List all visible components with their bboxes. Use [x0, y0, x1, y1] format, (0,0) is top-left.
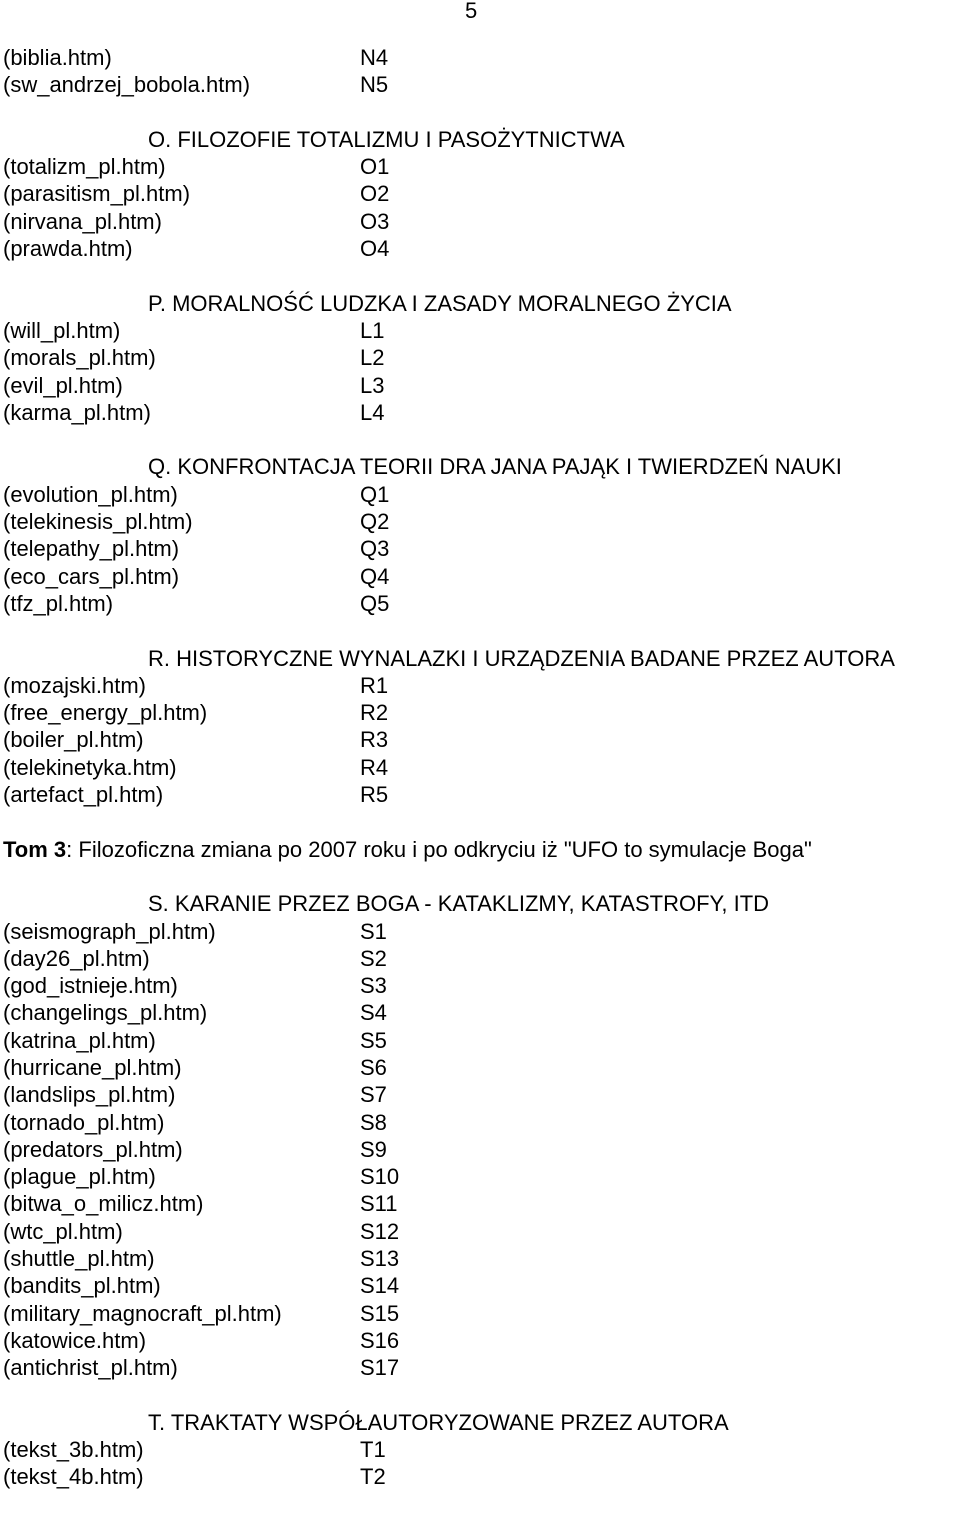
index-entry [3, 781, 958, 808]
index-entry [3, 726, 958, 753]
entry-filename: (antichrist_pl.htm) [3, 1355, 178, 1381]
entry-filename: (totalizm_pl.htm) [3, 154, 166, 180]
index-entry [3, 754, 958, 781]
entry-code: Q5 [360, 590, 390, 616]
index-entry [3, 563, 958, 590]
entry-code: L4 [360, 399, 385, 425]
entry-code: Q3 [360, 536, 390, 562]
index-entry [3, 1245, 958, 1272]
entry-filename: (telekinesis_pl.htm) [3, 509, 193, 535]
index-entry [3, 999, 958, 1026]
blank-line [3, 99, 958, 126]
entry-filename: (biblia.htm) [3, 45, 112, 70]
blank-line [3, 426, 958, 453]
entry-filename: (bitwa_o_milicz.htm) [3, 1191, 204, 1217]
index-entry [3, 1354, 958, 1381]
entry-code: R3 [360, 727, 389, 753]
page-number: 5 [465, 0, 478, 23]
entry-code: S10 [360, 1164, 400, 1190]
blank-line [3, 808, 958, 835]
entry-code: O4 [360, 236, 390, 262]
index-entry [3, 372, 958, 399]
entry-code: S4 [360, 1000, 387, 1026]
entry-filename: (mozajski.htm) [3, 672, 147, 698]
entry-code: S11 [360, 1191, 398, 1217]
entry-filename: (parasitism_pl.htm) [3, 181, 191, 207]
index-entry [3, 1109, 958, 1136]
entry-code: S12 [360, 1218, 400, 1244]
index-entry [3, 590, 958, 617]
index-entry [3, 180, 958, 207]
index-entry [3, 208, 958, 235]
entry-filename: (katowice.htm) [3, 1327, 147, 1353]
index-entry [3, 945, 958, 972]
entry-code: S13 [360, 1246, 400, 1272]
index-entry [3, 235, 958, 262]
entry-filename: (military_magnocraft_pl.htm) [3, 1300, 282, 1326]
entry-code: R5 [360, 782, 389, 808]
index-entry [3, 1272, 958, 1299]
entry-filename: (will_pl.htm) [3, 317, 121, 343]
volume-label: Tom 3 [3, 836, 67, 862]
index-entry [3, 535, 958, 562]
entry-filename: (artefact_pl.htm) [3, 782, 164, 808]
entry-code: Q2 [360, 509, 390, 535]
entry-code: S15 [360, 1300, 400, 1326]
entry-code: L1 [360, 317, 385, 343]
index-entry [3, 399, 958, 426]
entry-filename: (sw_andrzej_bobola.htm) [3, 72, 251, 98]
index-entry [3, 1300, 958, 1327]
entry-code: Q1 [360, 481, 390, 507]
entry-filename: (hurricane_pl.htm) [3, 1054, 182, 1080]
entry-code: S1 [360, 918, 387, 944]
index-entry [3, 1218, 958, 1245]
section-heading-text: P. MORALNOŚĆ LUDZKA I ZASADY MORALNEGO ŻYCIA [148, 290, 732, 316]
entry-filename: (plague_pl.htm) [3, 1164, 156, 1190]
entry-filename: (prawda.htm) [3, 236, 133, 262]
section-heading-text: R. HISTORYCZNE WYNALAZKI I URZĄDZENIA BADANE PRZEZ AUTORA [148, 645, 895, 671]
index-entry [3, 1054, 958, 1081]
entry-filename: (tekst_3b.htm) [3, 1437, 144, 1463]
index-entry [3, 699, 958, 726]
entry-filename: (karma_pl.htm) [3, 399, 151, 425]
index-entry [3, 44, 958, 71]
entry-filename: (nirvana_pl.htm) [3, 208, 162, 234]
entry-code: S9 [360, 1136, 387, 1162]
entry-code: R4 [360, 754, 389, 780]
entry-filename: (evolution_pl.htm) [3, 481, 178, 507]
section-heading-text: Q. KONFRONTACJA TEORII DRA JANA PAJĄK I TWIERDZEŃ NAUKI [148, 454, 842, 480]
index-entry [3, 1136, 958, 1163]
entry-code: O1 [360, 154, 390, 180]
entry-filename: (wtc_pl.htm) [3, 1218, 123, 1244]
entry-code: R2 [360, 700, 389, 726]
blank-line [3, 262, 958, 289]
entry-filename: (free_energy_pl.htm) [3, 700, 208, 726]
entry-code: O3 [360, 208, 390, 234]
section-heading [3, 126, 958, 153]
blank-line [3, 617, 958, 644]
index-entry [3, 153, 958, 180]
index-entry [3, 918, 958, 945]
index-entry [3, 972, 958, 999]
entry-filename: (predators_pl.htm) [3, 1136, 183, 1162]
blank-line [3, 863, 958, 890]
entry-code: N4 [360, 45, 389, 70]
index-entry [3, 1027, 958, 1054]
entry-filename: (tfz_pl.htm) [3, 590, 114, 616]
entry-filename: (tekst_4b.htm) [3, 1464, 144, 1490]
section-heading [3, 453, 958, 480]
entry-filename: (shuttle_pl.htm) [3, 1246, 155, 1272]
entry-filename: (changelings_pl.htm) [3, 1000, 208, 1026]
entry-filename: (telepathy_pl.htm) [3, 536, 180, 562]
entry-filename: (tornado_pl.htm) [3, 1109, 165, 1135]
entry-filename: (seismograph_pl.htm) [3, 918, 216, 944]
index-entry [3, 508, 958, 535]
section-heading-text: O. FILOZOFIE TOTALIZMU I PASOŻYTNICTWA [148, 126, 625, 152]
index-entry [3, 672, 958, 699]
entry-code: S3 [360, 973, 387, 999]
entry-filename: (landslips_pl.htm) [3, 1082, 176, 1108]
entry-filename: (boiler_pl.htm) [3, 727, 144, 753]
section-heading [3, 645, 958, 672]
entry-filename: (evil_pl.htm) [3, 372, 123, 398]
entry-code: S8 [360, 1109, 387, 1135]
entry-code: S5 [360, 1027, 387, 1053]
entry-code: T2 [360, 1464, 386, 1490]
blank-line [3, 1382, 958, 1409]
entry-code: S2 [360, 945, 387, 971]
section-heading-text: S. KARANIE PRZEZ BOGA - KATAKLIZMY, KATASTROFY, ITD [148, 891, 770, 917]
volume-description: : Filozoficzna zmiana po 2007 roku i po odkryciu iż "UFO to symulacje Boga" [66, 836, 812, 862]
entry-filename: (bandits_pl.htm) [3, 1273, 161, 1299]
entry-code: L2 [360, 345, 385, 371]
volume-title [3, 836, 958, 863]
entry-filename: (god_istnieje.htm) [3, 973, 178, 999]
entry-filename: (day26_pl.htm) [3, 945, 150, 971]
entry-code: R1 [360, 672, 389, 698]
document-index [3, 44, 958, 1491]
entry-code: S14 [360, 1273, 400, 1299]
section-heading [3, 1409, 958, 1436]
index-entry [3, 1463, 958, 1490]
entry-code: S17 [360, 1355, 400, 1381]
index-entry [3, 481, 958, 508]
section-heading [3, 290, 958, 317]
entry-code: S16 [360, 1327, 400, 1353]
index-entry [3, 1327, 958, 1354]
entry-filename: (telekinetyka.htm) [3, 754, 177, 780]
entry-code: L3 [360, 372, 385, 398]
entry-code: Q4 [360, 563, 390, 589]
index-entry [3, 1190, 958, 1217]
index-entry [3, 71, 958, 98]
entry-code: T1 [360, 1437, 386, 1463]
index-entry [3, 1436, 958, 1463]
index-entry [3, 344, 958, 371]
entry-code: S6 [360, 1054, 387, 1080]
section-heading [3, 890, 958, 917]
index-entry [3, 1081, 958, 1108]
entry-filename: (eco_cars_pl.htm) [3, 563, 180, 589]
index-entry [3, 1163, 958, 1190]
entry-code: O2 [360, 181, 390, 207]
entry-filename: (morals_pl.htm) [3, 345, 156, 371]
entry-code: N5 [360, 72, 389, 98]
entry-code: S7 [360, 1082, 387, 1108]
entry-filename: (katrina_pl.htm) [3, 1027, 156, 1053]
section-heading-text: T. TRAKTATY WSPÓŁAUTORYZOWANE PRZEZ AUTORA [148, 1409, 729, 1435]
index-entry [3, 317, 958, 344]
